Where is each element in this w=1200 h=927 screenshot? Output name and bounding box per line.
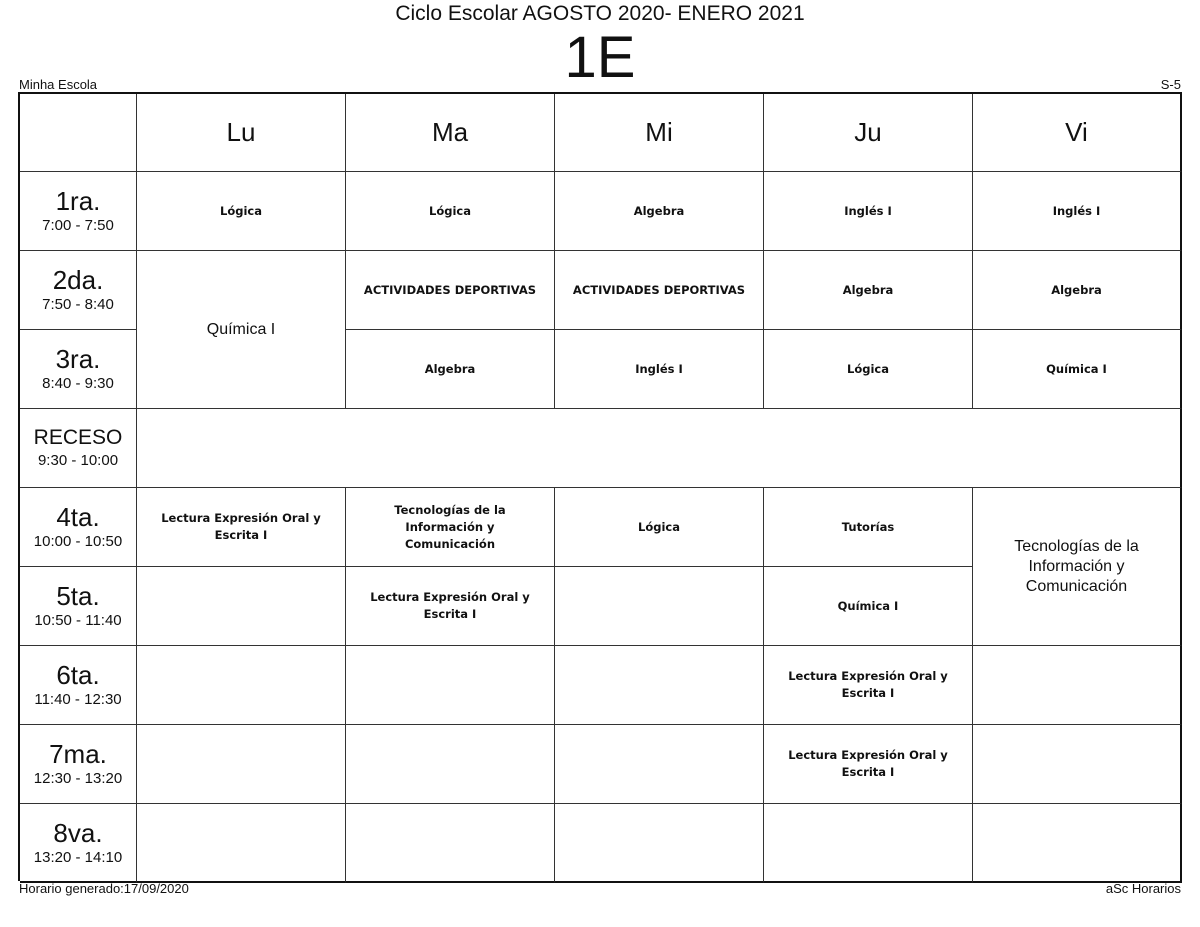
period-name: RECESO (33, 426, 123, 449)
lesson-subject: Lectura Expresión Oral y Escrita I (370, 590, 530, 621)
period-time: 7:00 - 7:50 (42, 217, 114, 234)
day-label: Lu (226, 117, 256, 147)
lesson-cell (764, 251, 973, 330)
lesson-cell (764, 330, 973, 409)
period-time: 13:20 - 14:10 (33, 848, 123, 866)
lesson-subject: Lectura Expresión Oral y Escrita I (161, 511, 321, 542)
lesson-cell (973, 488, 1182, 646)
software-name: aSc Horarios (1105, 881, 1181, 896)
lesson-subject: Algebra (633, 203, 685, 218)
period-header (20, 567, 137, 646)
empty-cell (346, 725, 555, 804)
lesson-cell (346, 488, 555, 567)
lesson-cell (764, 725, 973, 804)
period-time: 10:00 - 10:50 (33, 533, 123, 550)
lesson-cell (346, 330, 555, 409)
period-header (20, 804, 137, 883)
lesson-subject: ACTIVIDADES DEPORTIVAS (572, 282, 746, 297)
school-name: Minha Escola (19, 77, 98, 92)
lesson-cell (346, 251, 555, 330)
empty-cell (137, 804, 346, 883)
lesson-subject: Lectura Expresión Oral y Escrita I (788, 748, 948, 779)
day-label: Mi (645, 117, 673, 147)
period-name: 7ma. (49, 739, 107, 769)
empty-cell (555, 804, 764, 883)
lesson-cell (764, 488, 973, 567)
lesson-cell (346, 567, 555, 646)
period-header (20, 725, 137, 804)
period-header (20, 488, 137, 567)
lesson-cell (555, 251, 764, 330)
period-name: 1ra. (55, 186, 101, 216)
empty-cell (137, 646, 346, 725)
lesson-subject: Química I (1046, 361, 1107, 376)
lesson-subject: Tecnologías de la Información y Comunicación (394, 502, 506, 551)
lesson-cell (555, 330, 764, 409)
lesson-cell (973, 172, 1182, 251)
empty-cell (555, 646, 764, 725)
lesson-cell (346, 172, 555, 251)
lesson-cell (764, 646, 973, 725)
lesson-cell (764, 172, 973, 251)
period-name: 3ra. (55, 344, 101, 374)
lesson-cell (555, 172, 764, 251)
empty-cell (764, 804, 973, 883)
lesson-subject: Lógica (220, 203, 262, 218)
lesson-subject: Algebra (1051, 282, 1102, 297)
generated-date: Horario generado:17/09/2020 (19, 881, 189, 896)
empty-cell (346, 646, 555, 725)
lesson-cell (137, 172, 346, 251)
schedule-code: S-5 (1160, 77, 1181, 92)
cycle-title: Ciclo Escolar AGOSTO 2020- ENERO 2021 (395, 2, 805, 25)
period-header (20, 251, 137, 330)
empty-cell (555, 725, 764, 804)
empty-cell (973, 646, 1182, 725)
lesson-cell (555, 488, 764, 567)
lesson-subject: Inglés I (1052, 203, 1101, 218)
empty-cell (973, 804, 1182, 883)
period-time: 8:40 - 9:30 (42, 375, 114, 392)
day-label: Ma (431, 117, 469, 147)
lesson-subject: Lógica (638, 519, 680, 534)
period-time: 7:50 - 8:40 (42, 296, 114, 313)
lesson-subject: Tutorías (841, 519, 895, 534)
period-name: 6ta. (56, 660, 100, 690)
lesson-subject: Algebra (424, 361, 476, 376)
period-name: 5ta. (56, 581, 100, 611)
day-header-ma (346, 94, 555, 172)
lesson-subject: Lógica (429, 203, 471, 218)
lesson-subject: Inglés I (844, 203, 892, 218)
lesson-cell (973, 330, 1182, 409)
lesson-cell (973, 251, 1182, 330)
period-name: 4ta. (56, 502, 100, 532)
period-name: 8va. (53, 817, 103, 848)
day-header-vi (973, 94, 1182, 172)
period-name: 2da. (52, 265, 104, 295)
period-time: 9:30 - 10:00 (37, 452, 119, 469)
lesson-cell (764, 567, 973, 646)
lesson-subject: Química I (837, 598, 899, 613)
lesson-subject: ACTIVIDADES DEPORTIVAS (363, 282, 537, 297)
period-header (20, 646, 137, 725)
lesson-subject: Química I (206, 320, 276, 338)
day-header-mi (555, 94, 764, 172)
period-header (20, 330, 137, 409)
day-header-ju (764, 94, 973, 172)
lesson-subject: Lógica (847, 361, 889, 376)
period-time: 11:40 - 12:30 (34, 691, 122, 708)
day-label: Vi (1065, 117, 1088, 147)
period-header (20, 409, 137, 488)
empty-cell (346, 804, 555, 883)
day-header-lu (137, 94, 346, 172)
lesson-subject: Algebra (842, 282, 894, 297)
lesson-subject: Inglés I (635, 361, 683, 376)
lesson-subject: Lectura Expresión Oral y Escrita I (788, 669, 948, 700)
lesson-subject: Tecnologías de la Información y Comunicación (1014, 537, 1139, 595)
group-title: 1E (564, 25, 636, 90)
lesson-cell (137, 251, 346, 409)
empty-cell (137, 567, 346, 646)
empty-cell (555, 567, 764, 646)
recess-row (137, 409, 1182, 488)
period-time: 10:50 - 11:40 (34, 612, 122, 629)
empty-cell (973, 725, 1182, 804)
period-time: 12:30 - 13:20 (33, 770, 123, 787)
corner-cell (20, 94, 137, 172)
period-header (20, 172, 137, 251)
timetable-grid (18, 92, 1182, 881)
day-label: Ju (854, 117, 882, 147)
empty-cell (137, 725, 346, 804)
lesson-cell (137, 488, 346, 567)
